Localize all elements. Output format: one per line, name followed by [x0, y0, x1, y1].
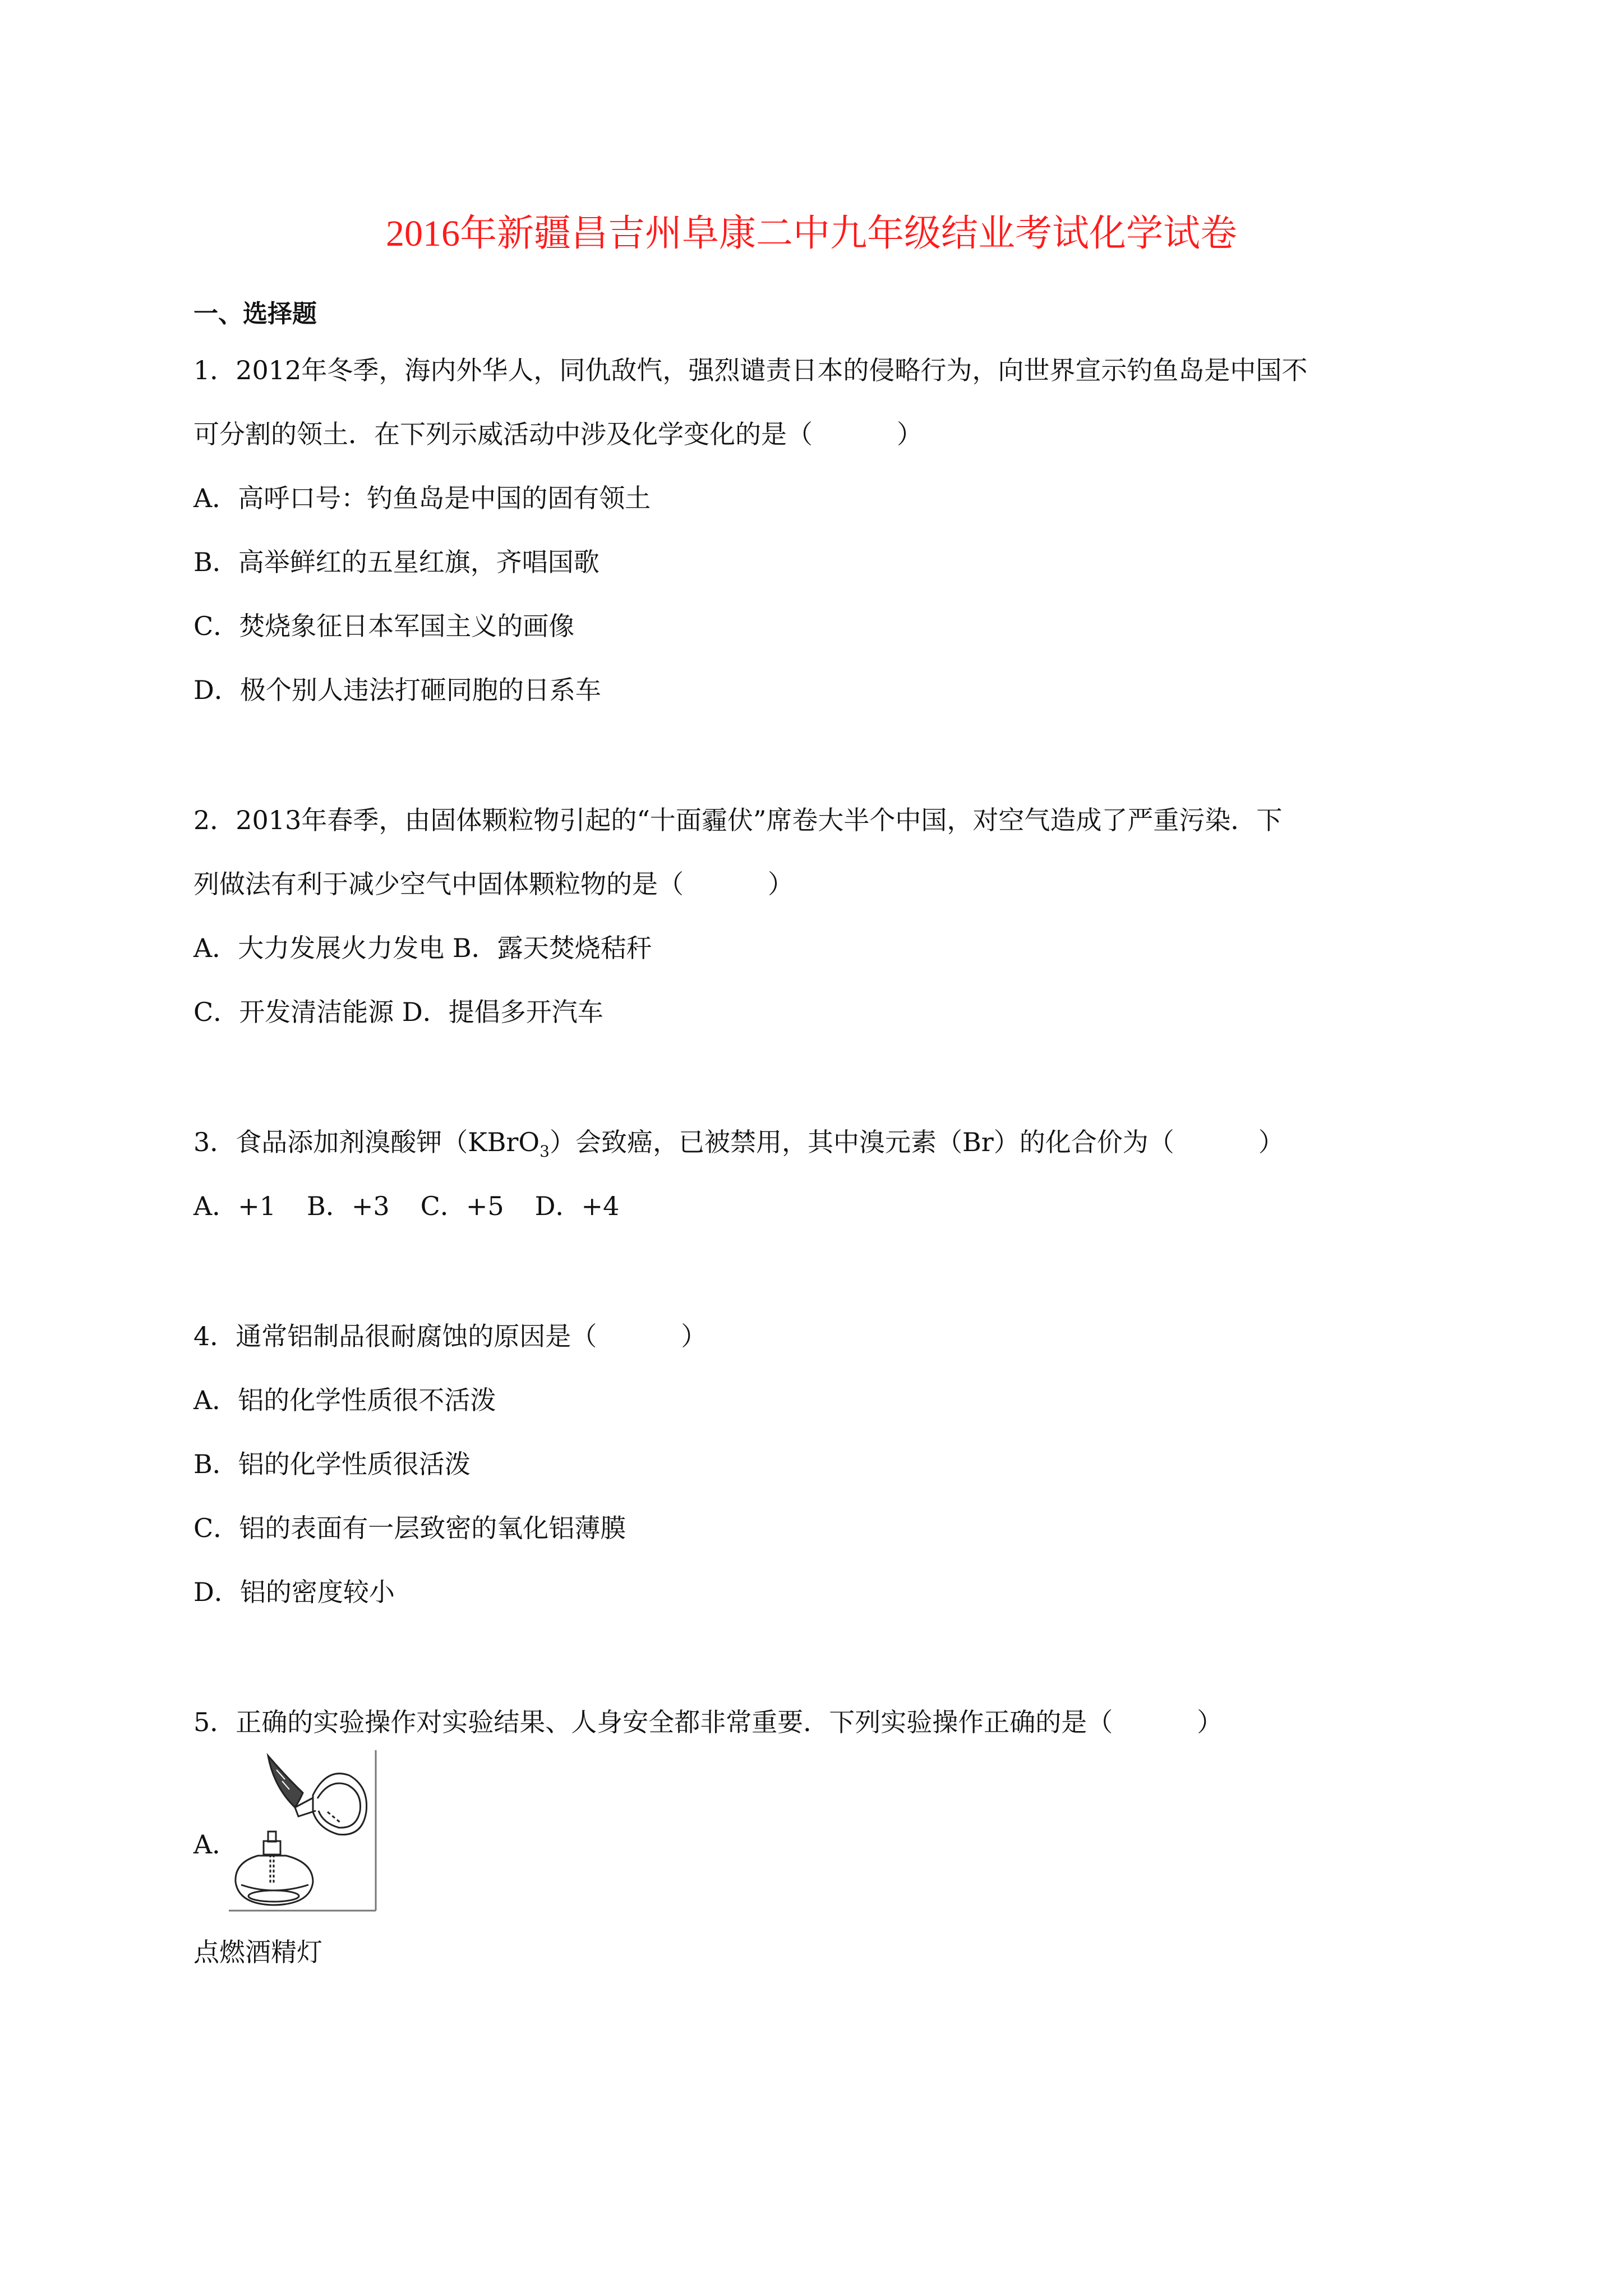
section-heading: 一、选择题: [193, 300, 317, 328]
question-5-option-a-caption: 点燃酒精灯: [193, 1937, 322, 1967]
question-1-option-a: A．高呼口号：钓鱼岛是中国的固有领土: [193, 483, 651, 513]
question-4-close-paren: ）: [681, 1321, 707, 1351]
question-1-stem-text: 可分割的领土．在下列示威活动中涉及化学变化的是（: [193, 419, 813, 449]
question-2-stem-line-2: [193, 866, 794, 902]
question-3-stem-text: 3．食品添加剂溴酸钾（KBrO: [193, 1127, 540, 1157]
question-1-stem-line-1: 1．2012年冬季，海内外华人，同仇敌忾，强烈谴责日本的侵略行为，向世界宣示钓鱼岛是中国不: [193, 355, 1308, 385]
question-3-option-a: A．+1: [193, 1191, 276, 1221]
question-2-options-ab: A．大力发展火力发电 B．露天焚烧秸秆: [193, 933, 652, 963]
question-1-close-paren: ）: [897, 419, 923, 449]
question-4-option-b: B．铝的化学性质很活泼: [193, 1449, 471, 1479]
question-3-stem-text-2: ）会致癌，已被禁用，其中溴元素（Br）的化合价为（: [549, 1127, 1174, 1157]
question-3-subscript: 3: [540, 1142, 550, 1161]
question-4-option-d: D．铝的密度较小: [193, 1577, 395, 1607]
question-3-option-d: D．+4: [534, 1191, 620, 1221]
question-1-stem-line-2: [193, 416, 923, 452]
question-2-stem-line-1: 2．2013年春季，由固体颗粒物引起的“十面霾伏”席卷大半个中国，对空气造成了严重污染．下: [193, 805, 1283, 835]
question-4-option-a: A．铝的化学性质很不活泼: [193, 1385, 496, 1415]
question-1-option-d: D．极个别人违法打砸同胞的日系车: [193, 675, 601, 705]
question-5-option-a-label: A．: [193, 1829, 238, 1860]
question-5-stem-text: 5．正确的实验操作对实验结果、人身安全都非常重要．下列实验操作正确的是（: [193, 1707, 1113, 1737]
question-5-close-paren: ）: [1197, 1707, 1223, 1737]
question-2-options-cd: C．开发清洁能源 D．提倡多开汽车: [193, 997, 603, 1027]
question-1-option-b: B．高举鲜红的五星红旗，齐唱国歌: [193, 547, 600, 577]
question-3-close-paren: ）: [1258, 1127, 1284, 1157]
question-4-stem: [193, 1318, 707, 1354]
question-3-option-b: B．+3: [307, 1191, 390, 1221]
question-1-option-c: C．焚烧象征日本军国主义的画像: [193, 611, 575, 641]
alcohol-lamp-lighting-icon: [229, 1745, 380, 1913]
question-3-stem: [193, 1124, 1284, 1170]
question-2-close-paren: ）: [768, 869, 794, 899]
question-4-option-c: C．铝的表面有一层致密的氧化铝薄膜: [193, 1513, 626, 1543]
question-5-stem: [193, 1704, 1223, 1740]
question-4-stem-text: 4．通常铝制品很耐腐蚀的原因是（: [193, 1321, 597, 1351]
question-3-option-c: C．+5: [420, 1191, 504, 1221]
exam-title: 2016年新疆昌吉州阜康二中九年级结业考试化学试卷: [386, 213, 1237, 254]
question-2-stem-text: 列做法有利于减少空气中固体颗粒物的是（: [193, 869, 684, 899]
question-3-options: [193, 1188, 650, 1224]
